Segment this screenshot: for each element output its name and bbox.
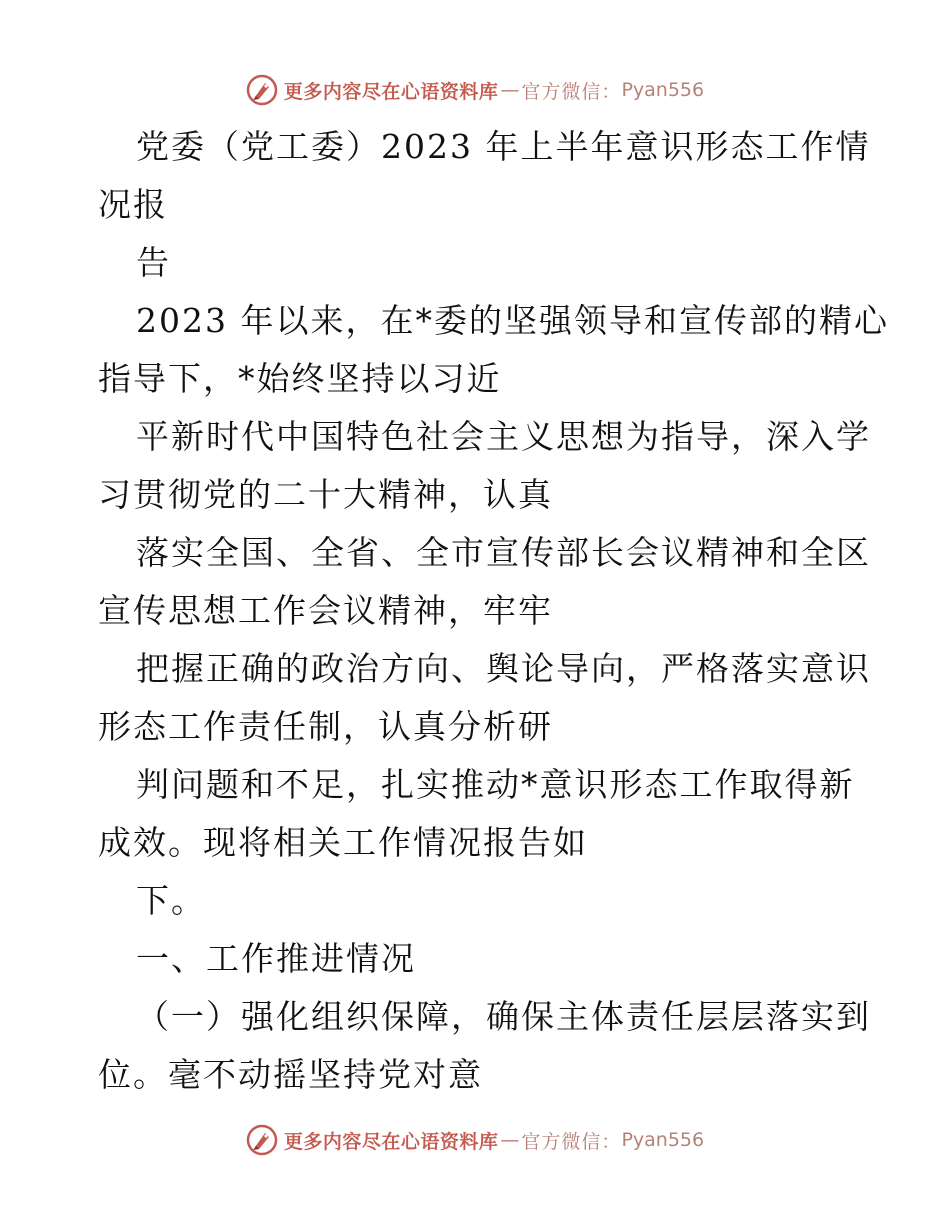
watermark-site-text: 更多内容尽在心语资料库 <box>283 80 499 103</box>
watermark-wechat-label: 官方微信： <box>521 80 622 103</box>
header-watermark <box>0 70 950 110</box>
pen-nib-logo-icon <box>246 74 278 106</box>
footer-watermark <box>0 1120 950 1160</box>
document-title-line-1: 党委（党工委）2023 年上半年意识形态工作情 <box>136 127 871 166</box>
paragraph-line: 宣传思想工作会议精神，牢牢 <box>98 591 553 630</box>
document-body <box>98 118 889 1104</box>
subsection-heading-line: （一）强化组织保障，确保主体责任层层落实到 <box>136 997 871 1036</box>
paragraph-line: 把握正确的政治方向、舆论导向，严格落实意识 <box>136 649 871 688</box>
paragraph-line: 下。 <box>136 881 206 920</box>
watermark-wechat-label: 官方微信： <box>521 1130 622 1153</box>
document-title-line-3: 告 <box>136 243 171 282</box>
watermark-site-text: 更多内容尽在心语资料库 <box>283 1130 499 1153</box>
paragraph-line: 判问题和不足，扎实推动*意识形态工作取得新 <box>136 765 855 804</box>
section-heading: 一、工作推进情况 <box>136 939 416 978</box>
watermark-separator: — <box>500 79 520 101</box>
pen-nib-logo-icon <box>246 1124 278 1156</box>
paragraph-line: 习贯彻党的二十大精神，认真 <box>98 475 553 514</box>
paragraph-line: 落实全国、全省、全市宣传部长会议精神和全区 <box>136 533 871 572</box>
paragraph-line: 2023 年以来，在*委的坚强领导和宣传部的精心 <box>136 301 889 340</box>
paragraph-line: 成效。现将相关工作情况报告如 <box>98 823 588 862</box>
paragraph-line: 位。毫不动摇坚持党对意 <box>98 1055 483 1094</box>
paragraph-line: 平新时代中国特色社会主义思想为指导，深入学 <box>136 417 871 456</box>
watermark-wechat-id: Pyan556 <box>621 79 705 101</box>
document-title-line-2: 况报 <box>98 185 168 224</box>
paragraph-line: 指导下，*始终坚持以习近 <box>98 359 502 398</box>
watermark-separator: — <box>500 1129 520 1151</box>
paragraph-line: 形态工作责任制，认真分析研 <box>98 707 553 746</box>
watermark-wechat-id: Pyan556 <box>621 1129 705 1151</box>
